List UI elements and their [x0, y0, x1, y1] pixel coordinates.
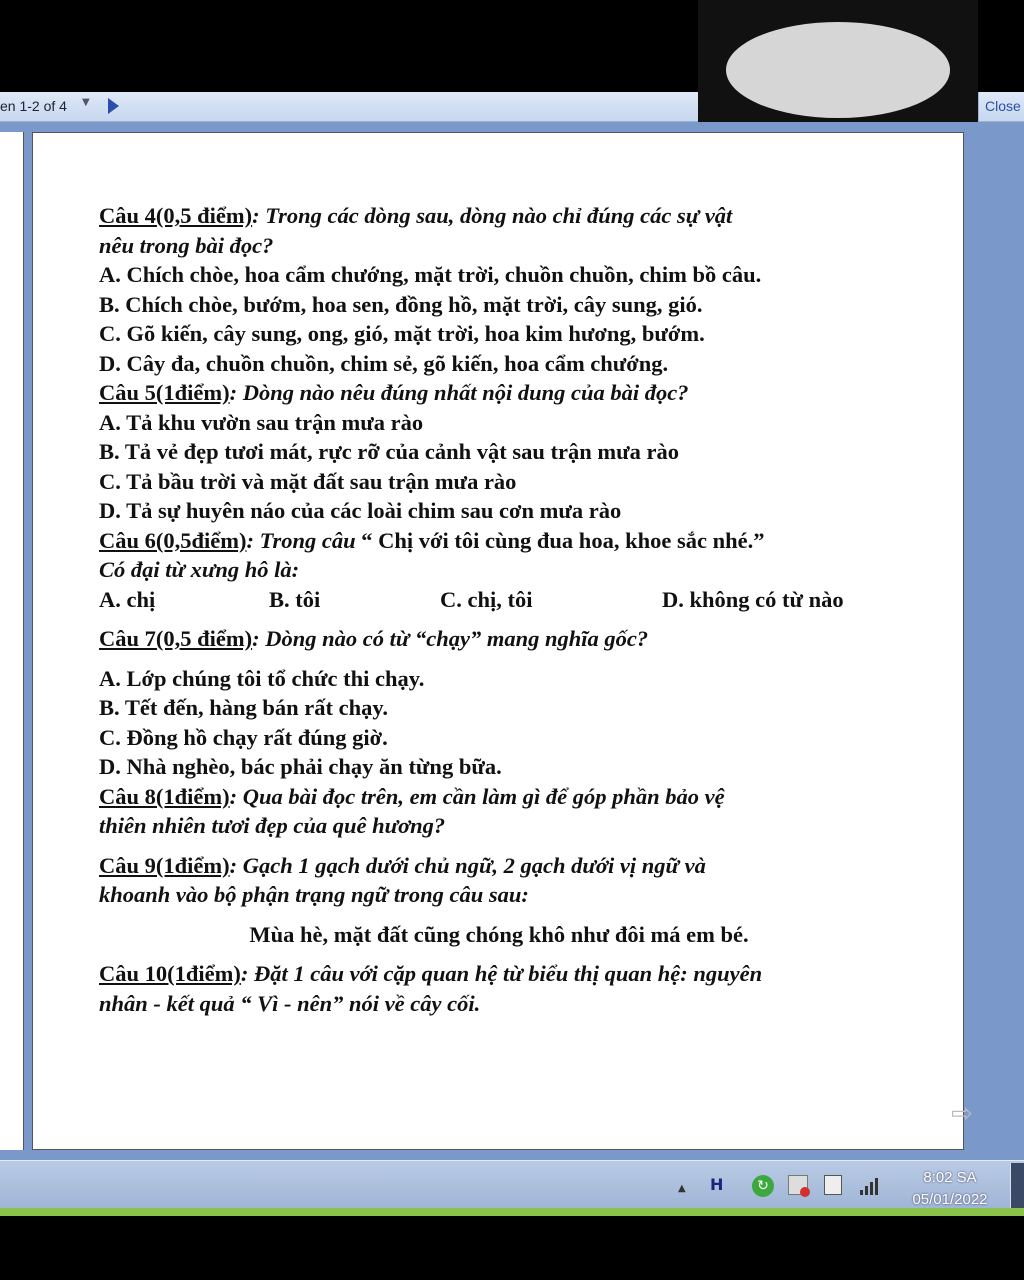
q7-option-b: B. Tết đến, hàng bán rất chạy. — [99, 695, 389, 720]
q7-prompt: : Dòng nào có từ “chạy” mang nghĩa gốc? — [252, 626, 649, 651]
q9-prompt-line1: : Gạch 1 gạch dưới chủ ngữ, 2 gạch dưới vị ngữ và — [229, 852, 706, 878]
taskbar — [0, 1160, 1024, 1210]
camera-placeholder — [726, 22, 950, 118]
action-center-flag-icon[interactable] — [788, 1175, 808, 1195]
q9-prompt-line2: khoanh vào bộ phận trạng ngữ trong câu sau: — [99, 882, 529, 907]
q4-label: Câu 4(0,5 điểm) — [99, 203, 253, 228]
q6-label: Câu 6(0,5điểm) — [99, 527, 247, 553]
q6-option-d: D. không có từ nào — [662, 586, 844, 612]
q8-prompt-line2: thiên nhiên tươi đẹp của quê hương? — [99, 813, 446, 838]
q4-option-c: C. Gõ kiến, cây sung, ong, gió, mặt trời, hoa kim hương, bướm. — [99, 321, 705, 346]
q7-label: Câu 7(0,5 điểm) — [99, 626, 253, 651]
q4-option-d: D. Cây đa, chuồn chuồn, chim sẻ, gõ kiến, hoa cẩm chướng. — [99, 350, 669, 376]
close-button[interactable]: Close — [978, 92, 1024, 122]
q9-label: Câu 9(1điểm) — [99, 852, 230, 878]
q6-prompt: : Trong câu — [246, 527, 356, 553]
q5-option-d: D. Tả sự huyên náo của các loài chim sau cơn mưa rào — [99, 498, 622, 523]
q7-heading — [99, 624, 919, 654]
q4-prompt-line1: : Trong các dòng sau, dòng nào chỉ đúng các sự vật — [252, 203, 733, 228]
q6-option-a: A. chị — [99, 586, 156, 612]
screen-counter: en 1-2 of 4 — [0, 98, 67, 114]
q5-heading — [99, 378, 919, 408]
signal-bars-icon[interactable] — [858, 1175, 882, 1195]
q10-prompt-line2: nhân - kết quả “ Vì - nên” nói về cây cối. — [99, 990, 481, 1016]
q7-option-c: C. Đồng hồ chạy rất đúng giờ. — [99, 724, 388, 750]
q4-option-a: A. Chích chòe, hoa cẩm chướng, mặt trời, chuồn chuồn, chim bồ câu. — [99, 262, 762, 287]
input-method-icon[interactable]: H — [710, 1175, 724, 1194]
q5-option-c: C. Tả bầu trời và mặt đất sau trận mưa rào — [99, 468, 517, 494]
show-hidden-icons-icon[interactable]: ▲ — [678, 1183, 686, 1194]
q10-heading — [99, 959, 919, 989]
q6-heading — [99, 526, 919, 556]
previous-page-edge — [0, 132, 24, 1150]
document-content — [99, 201, 919, 1018]
q4-heading — [99, 201, 919, 231]
document-viewer — [0, 122, 1024, 1160]
q9-sentence: Mùa hè, mặt đất cũng chóng khô như đôi má em bé. — [249, 921, 749, 947]
q5-option-a: A. Tả khu vườn sau trận mưa rào — [99, 409, 424, 435]
q6-prompt-line2: Có đại từ xưng hô là: — [99, 557, 300, 582]
q6-quote: “ Chị với tôi cùng đua hoa, khoe sắc nhé.” — [355, 527, 765, 553]
q9-heading — [99, 851, 919, 881]
q6-option-b: B. tôi — [269, 586, 321, 612]
q4-option-b: B. Chích chòe, bướm, hoa sen, đồng hồ, mặt trời, cây sung, gió. — [99, 291, 703, 317]
q10-prompt-line1: : Đặt 1 câu với cặp quan hệ từ biểu thị quan hệ: nguyên — [240, 961, 763, 986]
bottom-black-bar — [0, 1216, 1024, 1280]
document-page — [32, 132, 973, 1150]
q6-options — [99, 585, 919, 615]
dropdown-arrow-icon[interactable]: ▼ — [82, 97, 90, 108]
taskbar-accent-strip — [0, 1208, 1024, 1216]
sync-icon[interactable]: ↻ — [752, 1175, 774, 1197]
q8-prompt-line1: : Qua bài đọc trên, em cần làm gì để góp phần bảo vệ — [229, 783, 725, 809]
show-desktop-button[interactable] — [1010, 1163, 1024, 1209]
q8-label: Câu 8(1điểm) — [99, 783, 230, 809]
q7-option-d: D. Nhà nghèo, bác phải chạy ăn từng bữa. — [99, 754, 502, 779]
q7-option-a: A. Lớp chúng tôi tổ chức thi chạy. — [99, 665, 425, 691]
q10-label: Câu 10(1điểm) — [99, 961, 241, 986]
q8-heading — [99, 782, 919, 812]
q5-label: Câu 5(1điểm) — [99, 380, 230, 405]
next-screen-icon[interactable] — [108, 98, 119, 114]
power-icon[interactable] — [824, 1175, 842, 1195]
q5-option-b: B. Tả vẻ đẹp tươi mát, rực rỡ của cảnh vật sau trận mưa rào — [99, 439, 679, 464]
forward-arrow-icon[interactable]: ⇨ — [951, 1099, 973, 1129]
q6-option-c: C. chị, tôi — [440, 586, 533, 612]
system-clock[interactable] — [898, 1167, 1002, 1211]
q5-prompt: : Dòng nào nêu đúng nhất nội dung của bài đọc? — [229, 380, 689, 405]
clock-date: 05/01/2022 — [912, 1191, 988, 1208]
q4-prompt-line2: nêu trong bài đọc? — [99, 232, 274, 258]
clock-time: 8:02 SA — [923, 1169, 977, 1186]
